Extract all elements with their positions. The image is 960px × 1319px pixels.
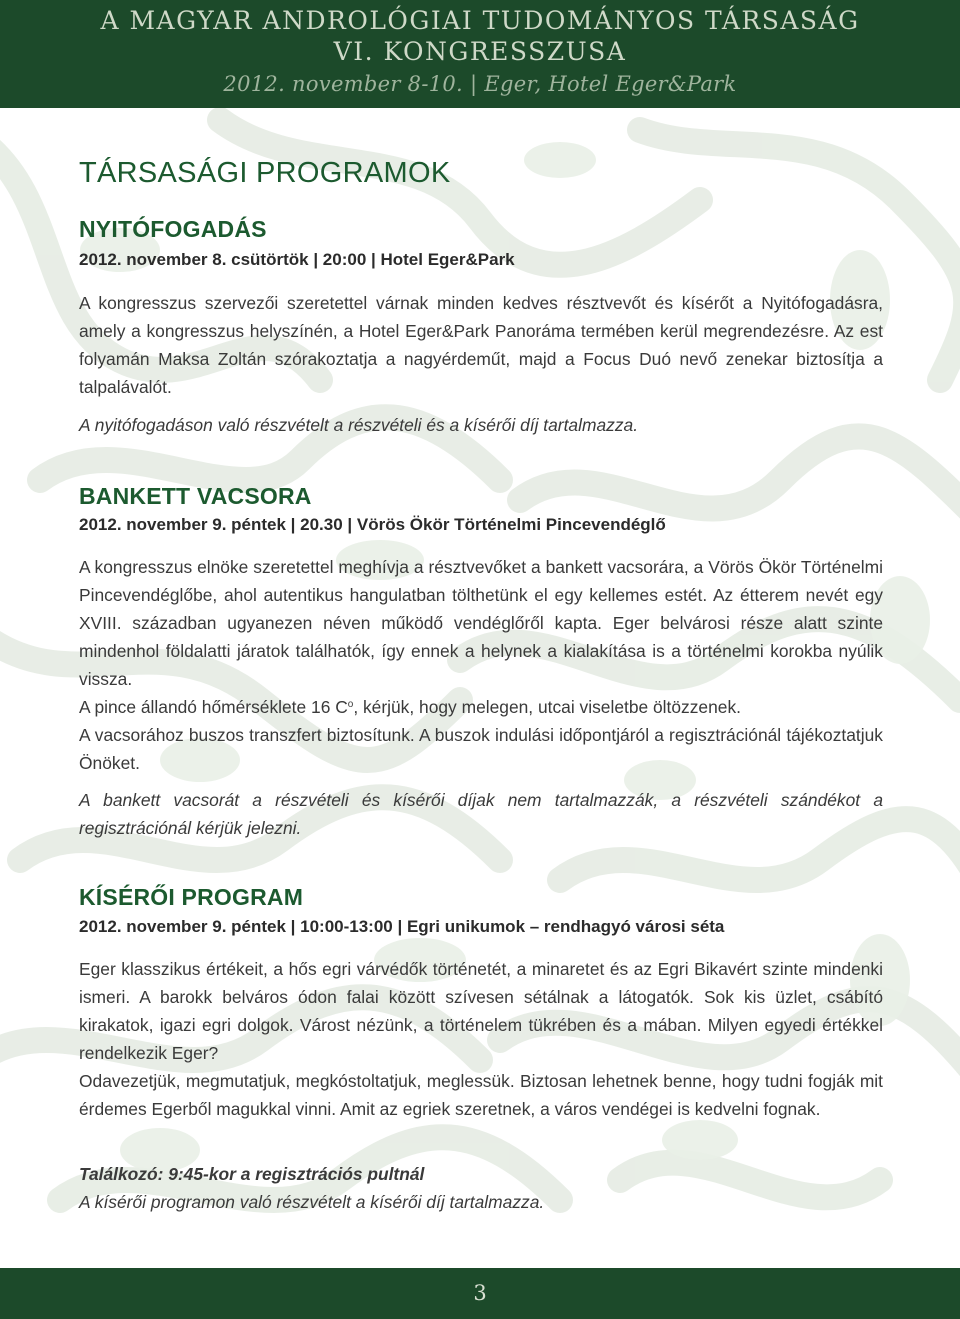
page-number: 3 xyxy=(473,1281,487,1305)
section-body-opening-reception xyxy=(79,289,883,401)
paragraph: Odavezetjük, megmutatjuk, megkóstoltatjuk, meglessük. Biztosan lehetnek benne, hogy tudni fogják mit érdemes Egerből magukkal vinni. Amit az egriek szeretnek, a város vendégei is kedvelni fognak. xyxy=(79,1071,883,1119)
section-date-opening-reception: 2012. november 8. csütörtök | 20:00 | Hotel Eger&Park xyxy=(79,250,515,269)
temperature-text: A pince állandó hőmérséklete 16 C xyxy=(79,697,348,717)
paragraph-temperature xyxy=(79,693,883,721)
congress-title: A MAGYAR ANDROLÓGIAI TUDOMÁNYOS TÁRSASÁG xyxy=(100,6,860,35)
section-title-banquet: BANKETT VACSORA xyxy=(79,483,312,509)
footer-banner xyxy=(0,1268,960,1319)
section-note-banquet: A bankett vacsorát a részvételi és kísérői díjak nem tartalmazzák, a részvételi szándékot a regisztrációnál kérjük jelezni. xyxy=(79,790,883,838)
section-date-companion-program: 2012. november 9. péntek | 10:00-13:00 | Egri unikumok – rendhagyó városi séta xyxy=(79,917,725,936)
section-title-opening-reception: NYITÓFOGADÁS xyxy=(79,216,267,242)
congress-subtitle: VI. KONGRESSZUSA xyxy=(333,37,627,66)
section-title-companion-program: KÍSÉRŐI PROGRAM xyxy=(79,884,304,910)
paragraph: Eger klasszikus értékeit, a hős egri várvédők történetét, a minaretet és az Egri Bikavért szinte mindenki ismeri. A barokk belváros ódon falai között szívesen sétálnak a látogatók. Sok kis üzlet, csábító kirakatok, igazi egri dolgok. Várost nézünk, a történelem tükrében és a mában. Milyen egyedi értékkel rendelkezik Eger? xyxy=(79,959,883,1063)
section-date-banquet: 2012. november 9. péntek | 20.30 | Vörös Ökör Történelmi Pincevendéglő xyxy=(79,515,666,534)
degree-symbol: o xyxy=(347,699,354,710)
header-banner xyxy=(0,0,960,108)
paragraph: A kongresszus elnöke szeretettel meghívja a résztvevőket a bankett vacsorára, a Vörös Ökör Történelmi Pincevendéglőbe, ahol autentikus hangulatban tölthetünk el egy kellemes estét. Az étterem nevét egy XVIII. században ugyanezen néven működő vendéglőről kapta. Eger belvárosi része alatt szinte mindenhol földalatti járatok találhatók, így ennek a helynek a kialakítása is a történelmi korokba nyúlik vissza. xyxy=(79,557,883,689)
section-body-banquet xyxy=(79,553,883,777)
congress-date-venue: 2012. november 8-10. | Eger, Hotel Eger&Park xyxy=(223,72,737,96)
page-title: TÁRSASÁGI PROGRAMOK xyxy=(79,157,451,189)
paragraph: A vacsorához buszos transzfert biztosítunk. A buszok indulási időpontjáról a regisztrációnál tájékoztatjuk Önöket. xyxy=(79,725,883,773)
temperature-text-rest: , kérjük, hogy melegen, utcai viseletbe öltözzenek. xyxy=(353,697,741,717)
section-note-companion-program: A kísérői programon való részvételt a kísérői díj tartalmazza. xyxy=(79,1192,545,1212)
section-note-opening-reception: A nyitófogadáson való részvételt a részvételi és a kísérői díj tartalmazza. xyxy=(79,415,639,435)
paragraph: A kongresszus szervezői szeretettel várnak minden kedves résztvevőt és kísérőt a Nyitófogadásra, amely a kongresszus helyszínén, a Hotel Eger&Park Panoráma termében kerül megrendezésre. Az est folyamán Maksa Zoltán szórakoztatja a nagyérdeműt, majd a Focus Duó nevő zenekar biztosítja a talpalávalót. xyxy=(79,293,883,397)
meeting-point: Találkozó: 9:45-kor a regisztrációs pultnál xyxy=(79,1164,425,1184)
section-body-companion-program xyxy=(79,955,883,1123)
